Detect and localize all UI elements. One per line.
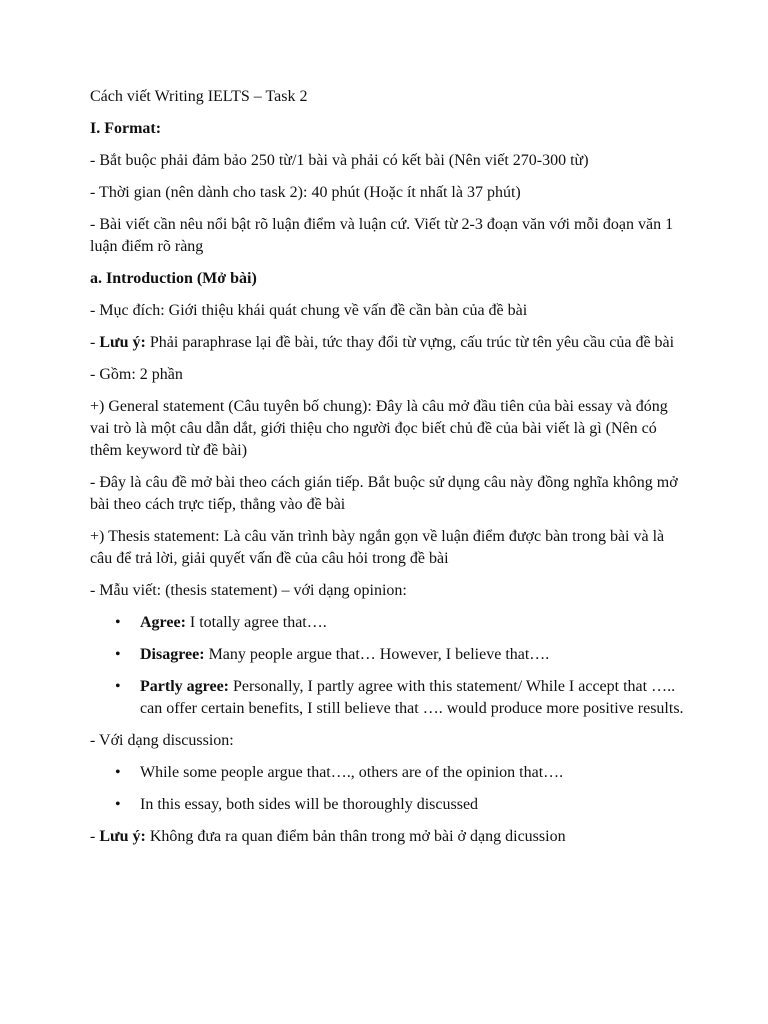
introduction-purpose: - Mục đích: Giới thiệu khái quát chung về vấn đề cần bàn của đề bài: [90, 302, 528, 319]
note-text: Phải paraphrase lại đề bài, tức thay đổi từ vựng, cấu trúc từ tên yêu cầu của đề bài: [145, 334, 675, 351]
indirect-opening-note: - Đây là câu đề mở bài theo cách gián tiếp. Bắt buộc sử dụng câu này đồng nghĩa không mở bài theo cách trực tiếp, thẳng vào đề bài: [90, 474, 678, 513]
discussion-note: - Lưu ý: Không đưa ra quan điểm bản thân trong mở bài ở dạng dicussion: [90, 828, 566, 845]
item-label: Partly agree:: [140, 678, 229, 695]
format-rule-word-count: - Bắt buộc phải đảm bảo 250 từ/1 bài và phải có kết bài (Nên viết 270-300 từ): [90, 152, 589, 169]
discussion-template-list: [90, 762, 690, 816]
opinion-template-heading: - Mẫu viết: (thesis statement) – với dạng opinion:: [90, 582, 407, 599]
note-text: Không đưa ra quan điểm bản thân trong mở bài ở dạng dicussion: [145, 828, 566, 845]
introduction-heading: a. Introduction (Mở bài): [90, 270, 257, 287]
list-item: • In this essay, both sides will be thoroughly discussed: [90, 794, 690, 816]
general-statement: +) General statement (Câu tuyên bố chung): Đây là câu mở đầu tiên của bài essay và đóng vai trò là một câu dẫn dắt, giới thiệu cho người đọc biết chủ đề của bài viết là gì (Nên có thêm keyword từ đề bài): [90, 398, 668, 459]
format-rule-structure: - Bài viết cần nêu nổi bật rõ luận điểm và luận cứ. Viết từ 2-3 đoạn văn với mỗi đoạn văn 1 luận điểm rõ ràng: [90, 216, 674, 255]
note-label: Lưu ý:: [99, 828, 146, 845]
document-page: [90, 86, 690, 858]
item-label: Disagree:: [140, 646, 205, 663]
opinion-template-list: [90, 612, 690, 720]
introduction-parts: - Gồm: 2 phần: [90, 366, 183, 383]
document-title: Cách viết Writing IELTS – Task 2: [90, 88, 308, 105]
format-heading: I. Format:: [90, 120, 162, 137]
note-label: Lưu ý:: [99, 334, 146, 351]
list-item: [90, 612, 690, 634]
item-text: I totally agree that….: [185, 614, 327, 631]
thesis-statement: +) Thesis statement: Là câu văn trình bày ngắn gọn về luận điểm được bàn trong bài và là câu để trả lời, giải quyết vấn đề của câu hỏi trong đề bài: [90, 528, 665, 567]
item-text: Many people argue that… However, I believe that….: [204, 646, 550, 663]
discussion-heading: - Với dạng discussion:: [90, 732, 234, 749]
format-rule-time: - Thời gian (nên dành cho task 2): 40 phút (Hoặc ít nhất là 37 phút): [90, 184, 521, 201]
introduction-note: - Lưu ý: Phải paraphrase lại đề bài, tức thay đổi từ vựng, cấu trúc từ tên yêu cầu của đề bài: [90, 334, 675, 351]
list-item: • While some people argue that…., others are of the opinion that….: [90, 762, 690, 784]
item-label: Agree:: [140, 614, 186, 631]
list-item: [90, 644, 690, 666]
item-text: Personally, I partly agree with this statement/ While I accept that ….. can offer certain benefits, I still believe that …. would produce more positive results.: [140, 678, 684, 717]
list-item: [90, 676, 690, 720]
